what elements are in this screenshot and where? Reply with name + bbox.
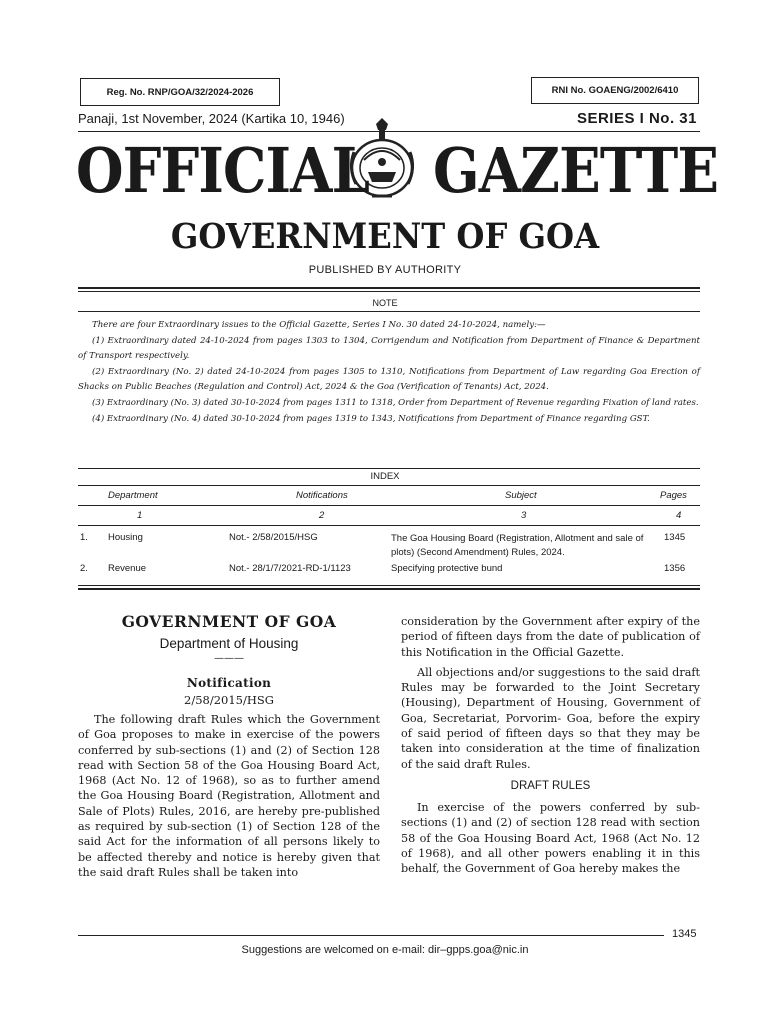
government-of-goa-title: GOVERNMENT OF GOA: [170, 216, 600, 257]
page-number: 1345: [672, 928, 697, 940]
index-col-department: Department: [108, 490, 158, 501]
index-row-2-num: 2.: [80, 563, 88, 574]
separator-dash: ———: [214, 653, 244, 664]
index-bottom-rule-1: [78, 585, 700, 586]
left-column: [78, 612, 380, 880]
note-intro: There are four Extraordinary issues to the Official Gazette, Series I No. 30 dated 24-10-2024, namely:—: [92, 320, 546, 330]
date-line: Panaji, 1st November, 2024 (Kartika 10, 1946): [78, 111, 345, 126]
note-body: [78, 318, 700, 427]
registration-number-box: [80, 78, 280, 106]
rni-number-box: [531, 77, 699, 104]
index-heading-rule: [78, 485, 700, 486]
index-row-2-notif: Not.- 28/1/7/2021-RD-1/1123: [229, 563, 351, 574]
published-by-authority: PUBLISHED BY AUTHORITY: [308, 264, 462, 276]
suggestion-line: Suggestions are welcomed on e-mail: dir–gpps.goa@nic.in: [241, 944, 529, 956]
index-row-2-dept: Revenue: [108, 563, 147, 574]
series-number: SERIES I No. 31: [576, 110, 697, 127]
note-item-4: (4) Extraordinary (No. 4) dated 30-10-2024 from pages 1319 to 1343, Notifications from Department of Finance regarding GST.: [92, 414, 650, 424]
rni-number: RNI No. GOAENG/2002/6410: [551, 85, 679, 96]
index-top-rule: [78, 468, 700, 469]
notification-heading: Notification: [186, 676, 272, 690]
index-colnum-2: 2: [319, 510, 325, 521]
index-row-1-dept: Housing: [108, 532, 143, 543]
index-row-2-subject: Specifying protective bund: [391, 563, 503, 574]
index-row-1-subject: The Goa Housing Board (Registration, Allotment and sale of plots) (Second Amendment) Rules, 2024.: [391, 533, 644, 558]
right-column: [401, 614, 700, 876]
note-item-3: (3) Extraordinary (No. 3) dated 30-10-2024 from pages 1311 to 1318, Order from Department of Revenue regarding Fixation of land rates.: [92, 398, 699, 408]
note-heading-rule: [78, 311, 700, 312]
index-colnum-3: 3: [521, 510, 527, 521]
left-paragraph: The following draft Rules which the Government of Goa proposes to make in exercise of the powers conferred by sub-sections (1) and (2) of Section 128 read with Section 58 of the Goa Housing Board Act, 1968 (Act No. 12 of 1968), so as to further amend the Goa Housing Board (Registration, Allotment and Sale of Plots) Rules, 2016, are hereby pre-published as required by sub-section (1) of Section 128 of the said Act for the information of all persons likely to be affected thereby and notice is hereby given that the said draft Rules shall be taken into: [78, 713, 380, 879]
registration-number: Reg. No. RNP/GOA/32/2024-2026: [106, 86, 254, 98]
note-heading: NOTE: [372, 298, 398, 308]
note-item-1: (1) Extraordinary dated 24-10-2024 from pages 1303 to 1304, Corrigendum and Notification from Department of Finance & Department of Transport respectively.: [78, 336, 700, 361]
footer-rule: [78, 935, 664, 936]
index-bottom-rule-2: [78, 588, 700, 590]
draft-rules-heading: DRAFT RULES: [510, 779, 591, 792]
note-top-rule-1: [78, 287, 700, 289]
index-colnum-1: 1: [137, 510, 143, 521]
right-paragraph-1: consideration by the Government after expiry of the period of fifteen days from the date of publication of this Notification in the Official Gazette.: [401, 615, 700, 659]
index-col-subject: Subject: [505, 490, 537, 501]
gazette-title-official: OFFICIAL: [76, 134, 370, 207]
index-row-1-pages: 1345: [664, 532, 686, 543]
index-row-1-num: 1.: [80, 532, 88, 543]
right-paragraph-2: All objections and/or suggestions to the said draft Rules may be forwarded to the Joint Secretary (Housing), Department of Housing, Government of Goa, Secretariat, Porvorim- Goa, before the expiry of said period of fifteen days so that they may be taken into consideration at the time of finalization of the said draft Rules.: [401, 665, 700, 771]
index-col-pages: Pages: [660, 490, 687, 501]
note-top-rule-2: [78, 291, 700, 292]
index-row-1-notif: Not.- 2/58/2015/HSG: [229, 532, 318, 543]
gazette-title-gazette: GAZETTE: [433, 134, 719, 207]
note-item-2: (2) Extraordinary (No. 2) dated 24-10-2024 from pages 1305 to 1310, Notifications from Department of Law regarding Goa Erection of Shacks on Public Beaches (Regulation and Control) Act, 2024 & the Goa (Verification of Tenants) Act, 2024.: [78, 367, 700, 392]
index-header-rule: [78, 505, 700, 506]
department-name: Department of Housing: [159, 636, 299, 651]
index-row-2-pages: 1356: [664, 563, 686, 574]
index-col-notifications: Notifications: [296, 490, 348, 501]
government-heading: GOVERNMENT OF GOA: [121, 612, 337, 631]
notification-number: 2/58/2015/HSG: [184, 693, 274, 707]
index-heading: INDEX: [370, 471, 400, 482]
index-colnum-rule: [78, 525, 700, 526]
index-colnum-4: 4: [676, 510, 682, 521]
right-paragraph-3: In exercise of the powers conferred by sub-sections (1) and (2) of section 128 read with section 58 of the Goa Housing Board Act, 1968 (Act No. 12 of 1968), and all other powers enabling it in this behalf, the Government of Goa hereby makes the: [401, 800, 700, 876]
